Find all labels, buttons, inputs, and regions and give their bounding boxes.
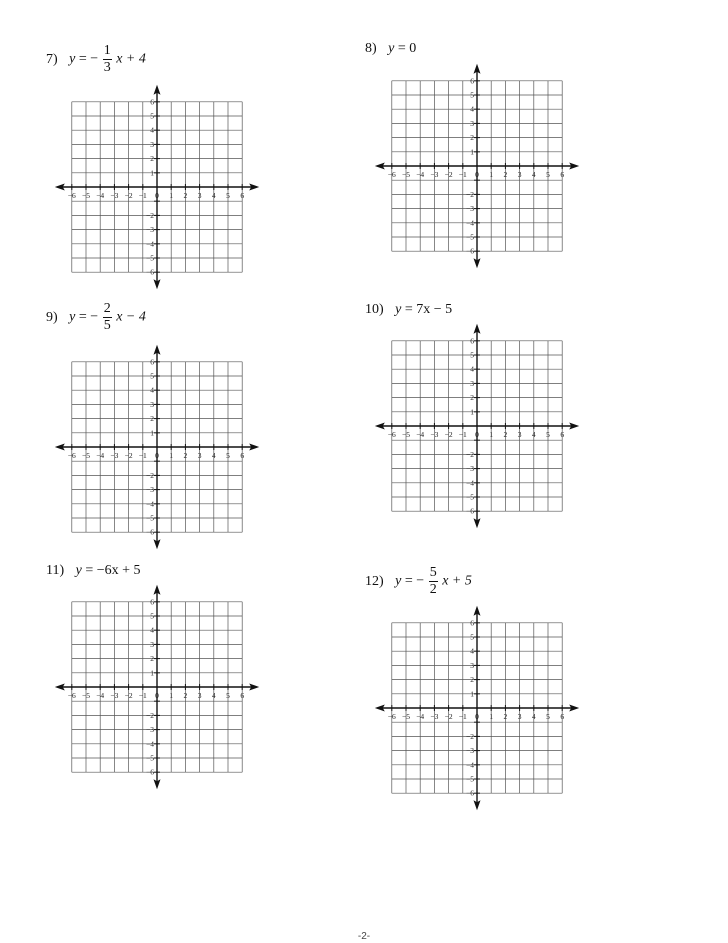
x-tick-label: −1 [138, 691, 147, 700]
x-tick-label: 4 [531, 170, 536, 179]
x-tick-label: 1 [169, 451, 174, 460]
x-tick-label: −2 [124, 451, 133, 460]
x-tick-label: 6 [560, 430, 565, 439]
y-tick-label: −2 [466, 449, 474, 459]
y-tick-label: 4 [150, 385, 154, 395]
y-tick-label: 4 [470, 646, 474, 656]
y-tick-label: 3 [150, 399, 154, 409]
x-tick-label: −6 [67, 691, 76, 700]
y-tick-label: 5 [150, 371, 154, 381]
x-tick-label: −4 [416, 430, 425, 439]
y-tick-label: 6 [150, 597, 154, 607]
x-tick-label: 3 [517, 170, 522, 179]
x-tick-label: −4 [416, 170, 425, 179]
equation-10: 10) y = 7x − 5 [365, 302, 453, 317]
y-tick-label: −3 [466, 464, 474, 474]
y-tick-label: −2 [146, 710, 154, 720]
x-tick-label: −6 [387, 430, 396, 439]
x-tick-label: −5 [402, 430, 410, 439]
x-tick-label: −3 [110, 451, 119, 460]
x-tick-label: −3 [430, 430, 439, 439]
x-tick-label: −1 [458, 170, 467, 179]
x-tick-label: −2 [444, 712, 453, 721]
y-tick-label: 3 [470, 378, 474, 388]
x-tick-label: 1 [169, 191, 174, 200]
x-tick-label: −6 [67, 191, 76, 200]
x-tick-label: −5 [82, 691, 90, 700]
x-tick-label: 1 [489, 170, 494, 179]
y-tick-label: −3 [466, 746, 474, 756]
y-tick-label: −5 [146, 253, 154, 263]
x-tick-label: −3 [430, 712, 439, 721]
y-tick-label: 1 [150, 428, 154, 438]
x-tick-label: 5 [226, 451, 230, 460]
x-tick-label: 3 [197, 451, 202, 460]
problem-number: 10) [365, 302, 384, 317]
y-tick-label: 5 [470, 632, 474, 642]
x-tick-label: −5 [402, 712, 410, 721]
x-tick-label: −1 [138, 451, 147, 460]
x-tick-label: −2 [124, 191, 133, 200]
x-tick-label: 6 [240, 191, 245, 200]
x-tick-label: 4 [531, 430, 536, 439]
x-tick-label: 5 [226, 191, 230, 200]
x-tick-label: −4 [96, 451, 105, 460]
y-tick-label: 6 [150, 97, 154, 107]
x-tick-label: −1 [138, 191, 147, 200]
equation-9: 9) y = − $\frac{2}{5}$ x − 4 [46, 301, 146, 333]
x-tick-label: −4 [96, 691, 105, 700]
y-tick-label: 2 [470, 133, 474, 143]
y-tick-label: 3 [150, 639, 154, 649]
y-tick-label: −5 [146, 513, 154, 523]
y-tick-label: 1 [150, 168, 154, 178]
x-tick-label: 6 [240, 451, 245, 460]
x-tick-label: 3 [517, 712, 522, 721]
x-tick-label: 5 [546, 712, 550, 721]
y-tick-label: 6 [150, 357, 154, 367]
y-tick-label: 4 [470, 364, 474, 374]
y-tick-label: −5 [466, 492, 474, 502]
y-tick-label: −6 [466, 506, 474, 516]
y-tick-label: 1 [150, 668, 154, 678]
x-tick-label: 3 [517, 430, 522, 439]
y-tick-label: 2 [150, 414, 154, 424]
fraction: $\frac{2}{5}$ [103, 301, 111, 333]
y-tick-label: 3 [470, 660, 474, 670]
y-tick-label: 1 [470, 689, 474, 699]
y-tick-label: 3 [470, 118, 474, 128]
y-tick-label: −2 [146, 470, 154, 480]
fraction: $\frac{5}{2}$ [429, 565, 437, 597]
x-tick-label: −1 [458, 712, 467, 721]
y-tick-label: −5 [146, 753, 154, 763]
x-tick-label: 2 [183, 191, 188, 200]
x-tick-label: −2 [444, 170, 453, 179]
x-tick-label: 0 [155, 691, 159, 700]
x-tick-label: −2 [124, 691, 133, 700]
y-tick-label: −3 [146, 725, 154, 735]
y-tick-label: 2 [150, 154, 154, 164]
y-tick-label: −6 [146, 527, 154, 537]
y-tick-label: −3 [466, 204, 474, 214]
y-tick-label: −4 [466, 760, 474, 770]
y-tick-label: 1 [470, 407, 474, 417]
x-tick-label: 6 [560, 170, 565, 179]
y-tick-label: 4 [470, 104, 474, 114]
y-tick-label: 6 [470, 76, 474, 86]
x-tick-label: 0 [475, 430, 479, 439]
x-tick-label: 5 [546, 170, 550, 179]
y-tick-label: 4 [150, 125, 154, 135]
y-tick-label: −2 [466, 731, 474, 741]
y-tick-label: −6 [146, 267, 154, 277]
x-tick-label: 4 [211, 691, 216, 700]
y-tick-label: −3 [146, 485, 154, 495]
x-tick-label: −5 [402, 170, 410, 179]
equation-8: 8) y = 0 [365, 41, 417, 56]
x-tick-label: −4 [96, 191, 105, 200]
y-tick-label: −5 [466, 232, 474, 242]
y-tick-label: −4 [146, 739, 154, 749]
x-tick-label: 1 [169, 691, 174, 700]
x-tick-label: −5 [82, 191, 90, 200]
y-tick-label: 4 [150, 625, 154, 635]
x-tick-label: 2 [503, 712, 508, 721]
y-tick-label: −4 [146, 499, 154, 509]
y-tick-label: −5 [466, 774, 474, 784]
x-tick-label: 0 [155, 191, 159, 200]
x-tick-label: 3 [197, 191, 202, 200]
x-tick-label: 4 [211, 191, 216, 200]
y-tick-label: 2 [470, 393, 474, 403]
page-number: -2- [357, 931, 371, 942]
x-tick-label: 2 [503, 170, 508, 179]
x-tick-label: 0 [475, 170, 479, 179]
y-tick-label: −3 [146, 225, 154, 235]
x-tick-label: −6 [67, 451, 76, 460]
x-tick-label: 5 [546, 430, 550, 439]
y-tick-label: 5 [150, 611, 154, 621]
y-tick-label: 5 [470, 350, 474, 360]
problem-number: 11) [46, 563, 65, 578]
x-tick-label: −2 [444, 430, 453, 439]
y-tick-label: 1 [470, 147, 474, 157]
y-tick-label: −4 [146, 239, 154, 249]
problem-number: 12) [365, 573, 384, 589]
x-tick-label: −3 [110, 191, 119, 200]
fraction: $\frac{1}{3}$ [103, 43, 111, 75]
x-tick-label: 1 [489, 430, 494, 439]
x-tick-label: −6 [387, 170, 396, 179]
y-tick-label: 5 [470, 90, 474, 100]
y-tick-label: 3 [150, 139, 154, 149]
x-tick-label: 1 [489, 712, 494, 721]
problem-number: 8) [365, 41, 377, 56]
x-tick-label: 0 [475, 712, 479, 721]
problem-number: 9) [46, 309, 58, 325]
x-tick-label: 4 [211, 451, 216, 460]
x-tick-label: 0 [155, 451, 159, 460]
x-tick-label: 6 [560, 712, 565, 721]
x-tick-label: −1 [458, 430, 467, 439]
x-tick-label: 6 [240, 691, 245, 700]
x-tick-label: −3 [110, 691, 119, 700]
equation-11: 11) y = −6x + 5 [46, 563, 141, 578]
x-tick-label: 3 [197, 691, 202, 700]
y-tick-label: 2 [150, 654, 154, 664]
x-tick-label: 2 [183, 691, 188, 700]
x-tick-label: −4 [416, 712, 425, 721]
x-tick-label: 5 [226, 691, 230, 700]
y-tick-label: −4 [466, 478, 474, 488]
y-tick-label: −2 [466, 189, 474, 199]
x-tick-label: 4 [531, 712, 536, 721]
y-tick-label: 5 [150, 111, 154, 121]
x-tick-label: −5 [82, 451, 90, 460]
y-tick-label: 2 [470, 675, 474, 685]
x-tick-label: −3 [430, 170, 439, 179]
y-tick-label: −6 [146, 767, 154, 777]
x-tick-label: −6 [387, 712, 396, 721]
y-tick-label: −2 [146, 210, 154, 220]
y-tick-label: 6 [470, 336, 474, 346]
y-tick-label: −4 [466, 218, 474, 228]
y-tick-label: 6 [470, 618, 474, 628]
x-tick-label: 2 [183, 451, 188, 460]
y-tick-label: −6 [466, 788, 474, 798]
equation-7: 7) y = − $\frac{1}{3}$ x + 4 [46, 43, 146, 75]
equation-12: 12) y = − $\frac{5}{2}$ x + 5 [365, 565, 472, 597]
x-tick-label: 2 [503, 430, 508, 439]
problem-number: 7) [46, 51, 58, 67]
y-tick-label: −6 [466, 246, 474, 256]
